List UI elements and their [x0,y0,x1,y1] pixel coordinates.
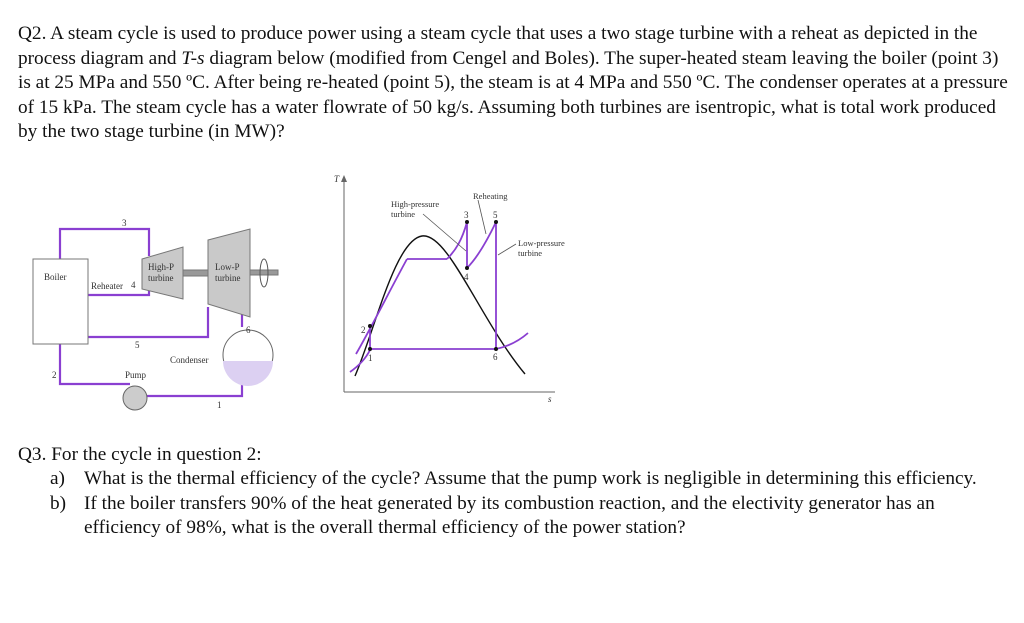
question-3-list [50,467,990,541]
svg-text:1: 1 [217,400,222,410]
svg-text:Low-P: Low-P [215,262,240,272]
svg-text:High-P: High-P [148,262,175,272]
q2-ts-italic: T-s [181,47,205,69]
question-3-title: Q3. For the cycle in question 2: [18,444,262,465]
svg-text:T: T [334,174,340,184]
svg-text:3: 3 [122,218,127,228]
reheating-label: Reheating [473,191,508,201]
question-2-text [18,22,1008,145]
svg-text:s: s [548,394,552,404]
hp-turbine-label: High-pressure [391,199,440,209]
pump-label: Pump [125,370,147,380]
saturation-dome [355,236,525,376]
svg-text:4: 4 [131,280,136,290]
svg-text:turbine: turbine [518,248,543,258]
boiler-label: Boiler [44,272,67,282]
svg-text:5: 5 [135,340,140,350]
svg-text:4: 4 [464,272,469,282]
svg-text:2: 2 [361,325,366,335]
svg-text:turbine: turbine [148,273,174,283]
svg-text:6: 6 [493,352,498,362]
reheater-label: Reheater [91,281,123,291]
question-3b: b) If the boiler transfers 90% of the heat generated by its combustion reaction, and the electivity generator has an efficiency of 98%, what is the overall thermal efficiency of the power station? [50,492,935,539]
question-3a: a) What is the thermal efficiency of the cycle? Assume that the pump work is negligible in determining this efficiency. [50,468,977,489]
svg-text:5: 5 [493,210,498,220]
q2-text-part2: diagram below (modified from Cengel and Boles). The super-heated steam leaving the boiler (point 3) is at 25 MPa and 550 ºC. After being re-heated (point 5), the steam is at 4 MPa and 550 ºC. The condenser operates at a pressure of 15 kPa. The steam cycle has a water flowrate of 50 kg/s. Assuming both turbines are isentropic, what is total work produced by the two stage turbine (in MW)? [18,47,1008,143]
svg-text:2: 2 [52,370,57,380]
pump [123,386,147,410]
process-diagram [30,200,290,420]
svg-text:turbine: turbine [391,209,416,219]
lp-turbine-label: Low-pressure [518,238,565,248]
ts-diagram [330,170,590,410]
svg-text:1: 1 [368,353,373,363]
q2-text-part1: Q2. A steam cycle is used to produce power using a steam cycle that uses a two stage turbine with a reheat as depicted in the process diagram and [18,23,978,69]
svg-text:6: 6 [246,325,251,335]
svg-text:3: 3 [464,210,469,220]
svg-text:turbine: turbine [215,273,241,283]
condenser-label: Condenser [170,355,209,365]
